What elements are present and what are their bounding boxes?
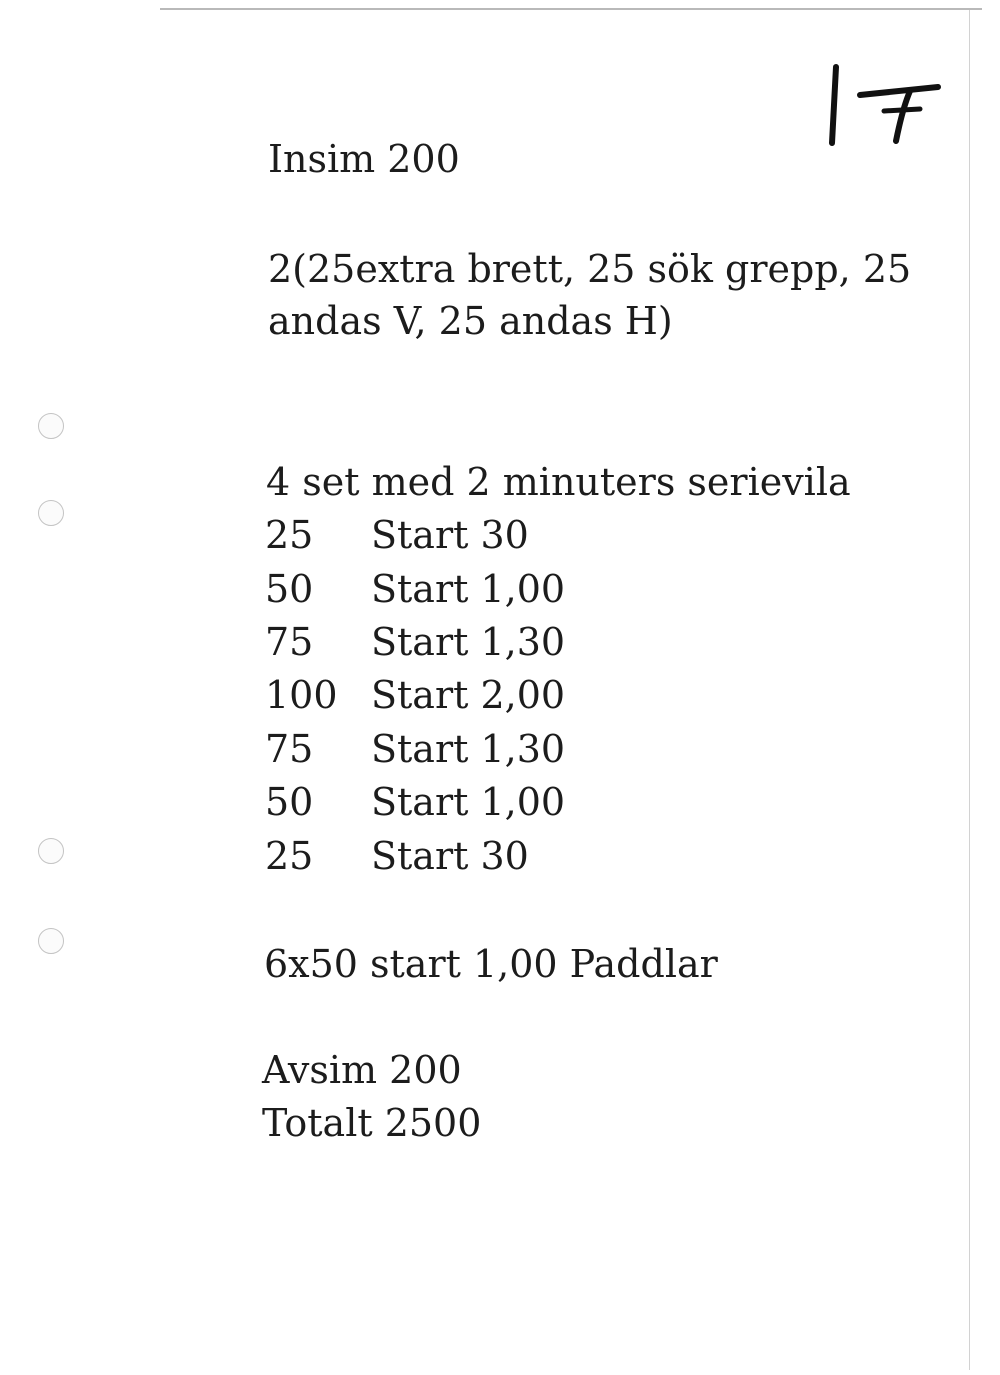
- set-row-distance: 50: [265, 780, 314, 824]
- paddle-set-line: 6x50 start 1,00 Paddlar: [264, 942, 718, 986]
- set-row-start: Start 2,00: [371, 673, 566, 717]
- handwritten-page-number: [818, 55, 958, 155]
- set-row: [265, 726, 565, 772]
- cooldown-line: Avsim 200: [262, 1048, 462, 1092]
- set-row-distance: 75: [265, 727, 314, 771]
- punch-hole: [38, 500, 64, 526]
- scan-edge-top: [160, 8, 982, 10]
- set-row: [265, 779, 565, 825]
- drill-line-2: andas V, 25 andas H): [268, 299, 673, 343]
- set-row: [265, 833, 529, 879]
- set-row-start: Start 30: [371, 834, 529, 878]
- set-row-start: Start 1,30: [371, 620, 566, 664]
- punch-hole: [38, 838, 64, 864]
- punch-hole: [38, 928, 64, 954]
- drill-line-1: 2(25extra brett, 25 sök grepp, 25: [268, 247, 912, 291]
- set-row-start: Start 1,00: [371, 780, 566, 824]
- set-row-distance: 50: [265, 567, 314, 611]
- set-row: [265, 619, 565, 665]
- punch-hole: [38, 413, 64, 439]
- total-line: Totalt 2500: [262, 1101, 482, 1145]
- handwritten-17-mark: [818, 55, 958, 155]
- scan-edge-right: [969, 10, 970, 1370]
- set-row-start: Start 30: [371, 513, 529, 557]
- set-row-distance: 100: [265, 673, 338, 717]
- set-row: [265, 512, 529, 558]
- set-row: [265, 672, 565, 718]
- set-row-distance: 25: [265, 834, 314, 878]
- set-row-distance: 75: [265, 620, 314, 664]
- warmup-line: Insim 200: [268, 137, 460, 181]
- set-row-start: Start 1,00: [371, 567, 566, 611]
- set-row: [265, 566, 565, 612]
- set-row-start: Start 1,30: [371, 727, 566, 771]
- set-row-distance: 25: [265, 513, 314, 557]
- set-header: 4 set med 2 minuters serievila: [266, 460, 851, 504]
